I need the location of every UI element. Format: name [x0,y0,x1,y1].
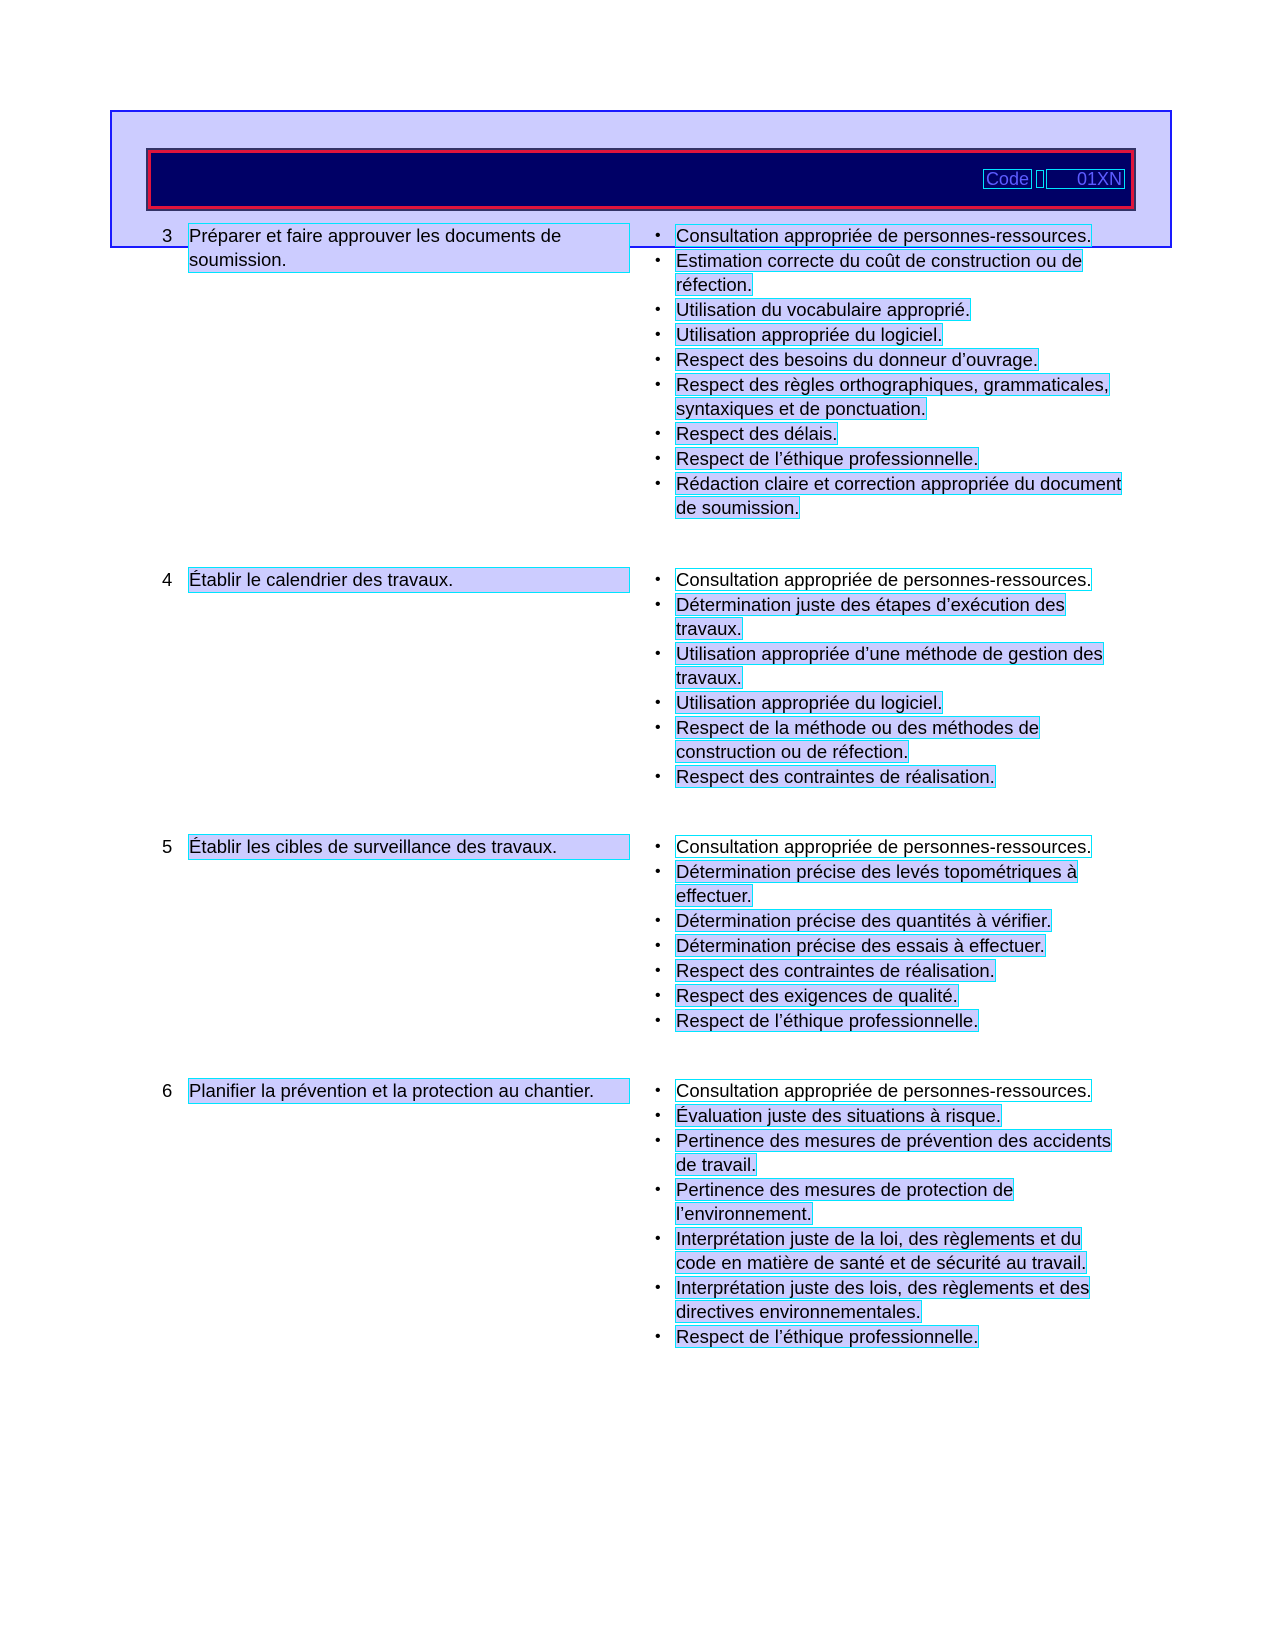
criterion-item [655,1227,1125,1275]
criterion-item [655,593,1125,641]
criterion-text: Consultation appropriée de personnes-ressources. [676,569,1092,590]
criterion-item [655,447,1125,471]
criterion-item [655,765,1125,789]
criterion-text: Pertinence des mesures de protection de l’environnement. [676,1179,1014,1224]
criterion-item [655,373,1125,421]
criterion-text: Respect des besoins du donneur d’ouvrage. [676,349,1039,370]
criterion-text: Consultation appropriée de personnes-ressources. [676,836,1092,857]
criterion-item [655,249,1125,297]
criterion-text: Détermination précise des quantités à vérifier. [676,910,1052,931]
task-description [162,568,662,592]
criterion-item [655,642,1125,690]
criterion-item [655,472,1125,520]
criterion-text: Respect des contraintes de réalisation. [676,766,995,787]
criterion-text: Respect des contraintes de réalisation. [676,960,995,981]
code-label: Code [983,169,1032,189]
criterion-text: Consultation appropriée de personnes-ressources. [676,225,1092,246]
criterion-text: Respect de l’éthique professionnelle. [676,1010,979,1031]
task-description [162,1079,662,1103]
criterion-item [655,984,1125,1008]
program-code [983,169,1125,189]
criterion-text: Interprétation juste de la loi, des règlements et du code en matière de santé et de sécurité au travail. [676,1228,1087,1273]
criterion-item [655,691,1125,715]
criterion-item [655,323,1125,347]
task-title: Planifier la prévention et la protection au chantier. [189,1079,629,1103]
criterion-text: Interprétation juste des lois, des règlements et des directives environnementales. [676,1277,1090,1322]
criterion-text: Rédaction claire et correction appropriée du document de soumission. [676,473,1122,518]
criterion-text: Respect des délais. [676,423,838,444]
code-value: 01XN [1046,169,1125,189]
criterion-text: Respect de l’éthique professionnelle. [676,1326,979,1347]
performance-criteria-list [655,835,1125,1034]
task-title: Établir les cibles de surveillance des travaux. [189,835,629,859]
criterion-text: Utilisation appropriée du logiciel. [676,324,943,345]
performance-criteria-list [655,224,1125,521]
criterion-text: Respect de l’éthique professionnelle. [676,448,979,469]
criterion-item [655,1325,1125,1349]
header-bar [148,150,1134,209]
task-number: 5 [162,836,173,857]
criterion-text: Utilisation du vocabulaire approprié. [676,299,971,320]
task-title: Établir le calendrier des travaux. [189,568,629,592]
task-number: 4 [162,569,173,590]
criterion-item [655,835,1125,859]
code-separator [1036,170,1044,188]
criterion-text: Détermination précise des essais à effectuer. [676,935,1045,956]
criterion-text: Respect des exigences de qualité. [676,985,958,1006]
criterion-item [655,1079,1125,1103]
criterion-text: Détermination juste des étapes d’exécution des travaux. [676,594,1065,639]
criterion-item [655,716,1125,764]
criterion-item [655,1009,1125,1033]
performance-criteria-list [655,1079,1125,1350]
criterion-item [655,1129,1125,1177]
criterion-text: Évaluation juste des situations à risque. [676,1105,1001,1126]
performance-criteria-list [655,568,1125,790]
task-description [162,224,662,272]
criterion-text: Respect des règles orthographiques, grammaticales, syntaxiques et de ponctuation. [676,374,1109,419]
criterion-item [655,348,1125,372]
task-number: 3 [162,225,173,246]
criterion-item [655,1104,1125,1128]
criterion-item [655,298,1125,322]
criterion-text: Respect de la méthode ou des méthodes de construction ou de réfection. [676,717,1040,762]
criterion-item [655,909,1125,933]
criterion-item [655,1178,1125,1226]
task-description [162,835,662,859]
criterion-item [655,224,1125,248]
criterion-text: Estimation correcte du coût de construction ou de réfection. [676,250,1083,295]
criterion-item [655,860,1125,908]
criterion-item [655,422,1125,446]
task-number: 6 [162,1080,173,1101]
criterion-text: Consultation appropriée de personnes-ressources. [676,1080,1092,1101]
criterion-item [655,959,1125,983]
task-title: Préparer et faire approuver les documents de soumission. [189,224,629,272]
criterion-item [655,934,1125,958]
criterion-text: Pertinence des mesures de prévention des accidents de travail. [676,1130,1112,1175]
criterion-text: Utilisation appropriée d’une méthode de gestion des travaux. [676,643,1103,688]
criterion-text: Utilisation appropriée du logiciel. [676,692,943,713]
criterion-item [655,1276,1125,1324]
criterion-item [655,568,1125,592]
criterion-text: Détermination précise des levés topométriques à effectuer. [676,861,1078,906]
